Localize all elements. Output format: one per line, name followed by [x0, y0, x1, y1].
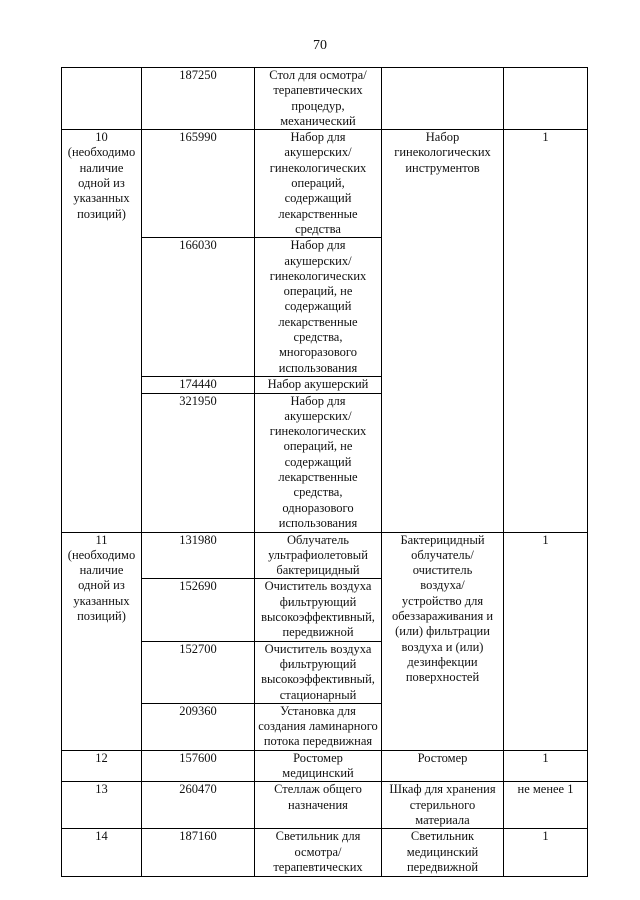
num-cell: 13 [62, 782, 142, 829]
qty-cell: 1 [504, 532, 588, 750]
name-cell: Ростомер медицинский [255, 750, 382, 782]
qty-cell: 1 [504, 829, 588, 877]
code-cell: 157600 [142, 750, 255, 782]
type-cell: Шкаф для хранения стерильного материала [382, 782, 504, 829]
equipment-table [61, 67, 588, 877]
name-cell: Набор для акушерских/ гинекологических операций, не содержащий лекарственные средства, одноразового использования [255, 393, 382, 532]
table-row [62, 532, 588, 579]
code-cell: 321950 [142, 393, 255, 532]
name-cell: Очиститель воздуха фильтрующий высокоэффективный, стационарный [255, 641, 382, 703]
type-cell: Набор гинекологических инструментов [382, 130, 504, 532]
num-cell: 10 (необходимо наличие одной из указанных позиций) [62, 130, 142, 532]
qty-cell: не менее 1 [504, 782, 588, 829]
name-cell: Установка для создания ламинарного потока передвижная [255, 703, 382, 750]
qty-cell [504, 68, 588, 130]
name-cell: Стол для осмотра/ терапевтических процедур, механический [255, 68, 382, 130]
code-cell: 165990 [142, 130, 255, 238]
table-row [62, 68, 588, 130]
table-row [62, 782, 588, 829]
num-cell: 12 [62, 750, 142, 782]
code-cell: 187250 [142, 68, 255, 130]
table-row [62, 130, 588, 238]
code-cell: 131980 [142, 532, 255, 579]
type-cell [382, 68, 504, 130]
num-cell: 11 (необходимо наличие одной из указанных позиций) [62, 532, 142, 750]
type-cell: Светильник медицинский передвижной [382, 829, 504, 877]
table-row [62, 829, 588, 877]
code-cell: 152690 [142, 579, 255, 641]
type-cell: Бактерицидный облучатель/ очиститель воздуха/ устройство для обеззараживания и (или) фильтрации воздуха и (или) дезинфекции поверхностей [382, 532, 504, 750]
name-cell: Стеллаж общего назначения [255, 782, 382, 829]
name-cell: Светильник для осмотра/ терапевтических [255, 829, 382, 877]
code-cell: 260470 [142, 782, 255, 829]
qty-cell: 1 [504, 130, 588, 532]
code-cell: 166030 [142, 238, 255, 377]
code-cell: 174440 [142, 377, 255, 393]
name-cell: Набор для акушерских/ гинекологических операций, не содержащий лекарственные средства, многоразового использования [255, 238, 382, 377]
name-cell: Очиститель воздуха фильтрующий высокоэффективный, передвижной [255, 579, 382, 641]
name-cell: Облучатель ультрафиолетовый бактерицидный [255, 532, 382, 579]
name-cell: Набор для акушерских/ гинекологических операций, содержащий лекарственные средства [255, 130, 382, 238]
page-number: 70 [313, 38, 327, 53]
code-cell: 187160 [142, 829, 255, 877]
table-row [62, 750, 588, 782]
type-cell: Ростомер [382, 750, 504, 782]
num-cell [62, 68, 142, 130]
qty-cell: 1 [504, 750, 588, 782]
code-cell: 152700 [142, 641, 255, 703]
code-cell: 209360 [142, 703, 255, 750]
name-cell: Набор акушерский [255, 377, 382, 393]
num-cell: 14 [62, 829, 142, 877]
